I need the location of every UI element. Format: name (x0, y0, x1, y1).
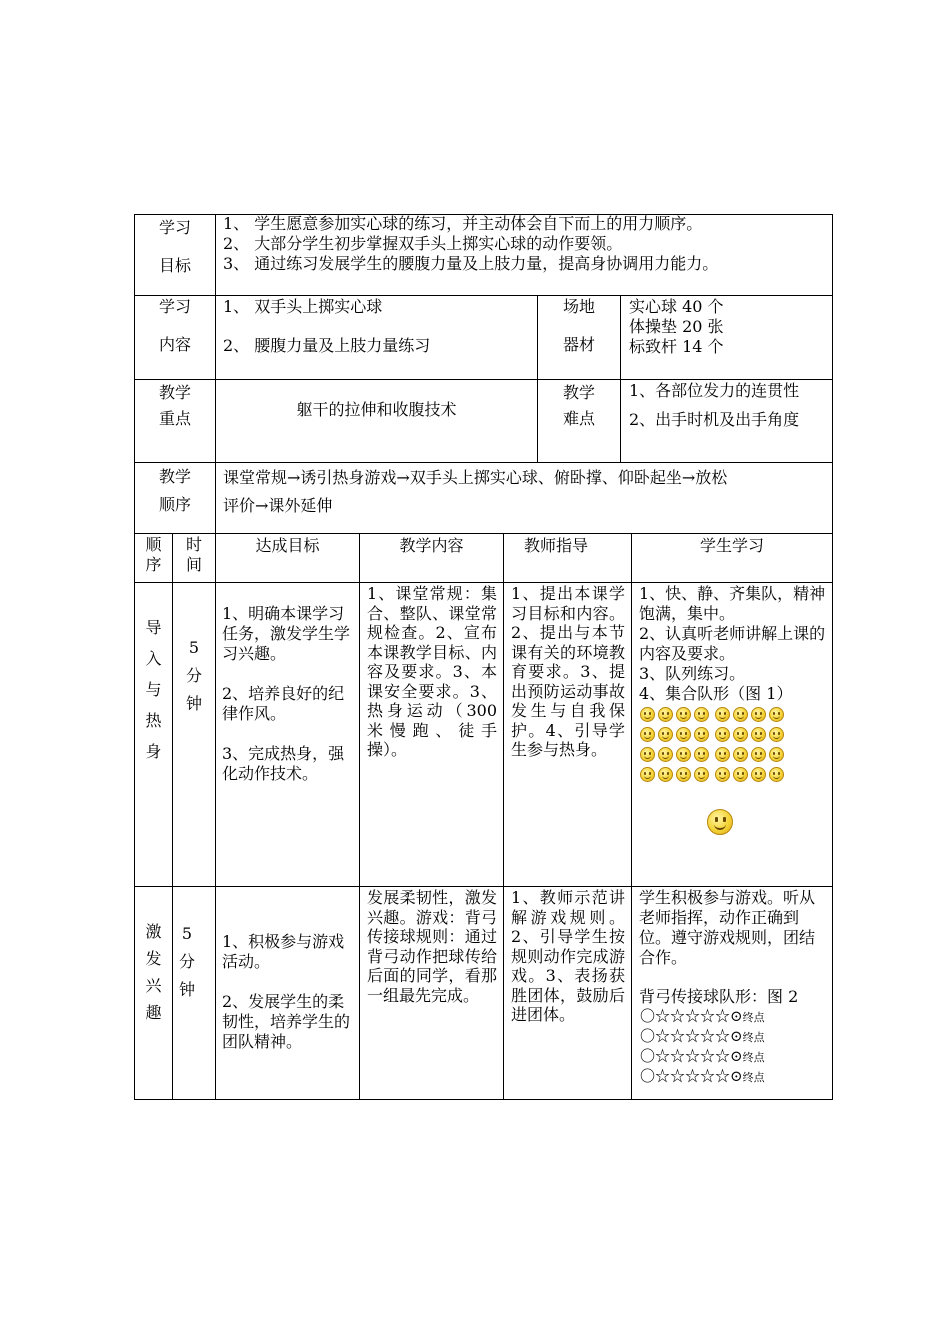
section2-time: 5 分 钟 (178, 924, 195, 999)
smiley-face-icon (751, 707, 766, 722)
goal-item: 2、 大部分学生初步掌握双手头上掷实心球的动作要领。 (223, 234, 623, 253)
col-divider (215, 214, 216, 534)
smiley-face-icon (676, 747, 691, 762)
row-divider (134, 886, 833, 887)
key-point: 躯干的拉伸和收腹技术 (296, 400, 457, 419)
content-item: 2、 腰腹力量及上肢力量练习 (223, 336, 431, 355)
finish-label: 终点 (742, 1051, 765, 1064)
formation-players: 〇☆☆☆☆☆⊙ (640, 1027, 743, 1045)
smiley-face-icon (769, 707, 784, 722)
smiley-face-icon (769, 727, 784, 742)
smiley-face-icon (751, 747, 766, 762)
smiley-face-icon (751, 727, 766, 742)
smiley-face-icon (676, 767, 691, 782)
col-header-time: 时 间 (185, 535, 202, 574)
smiley-face-icon (676, 727, 691, 742)
row-divider (134, 582, 833, 583)
difficulty-item: 1、各部位发力的连贯性 (629, 381, 800, 400)
order-label: 教学 顺序 (158, 467, 191, 514)
smiley-face-icon (640, 747, 655, 762)
smiley-face-icon (751, 767, 766, 782)
section1-student (639, 584, 827, 704)
equipment-item: 实心球 40 个 (629, 297, 724, 316)
smiley-face-icon (733, 747, 748, 762)
goal-item: 3、 通过练习发展学生的腰腹力量及上肢力量，提高身协调用力能力。 (223, 254, 719, 273)
goal-item: 1、 学生愿意参加实心球的练习，并主动体会自下而上的用力顺序。 (223, 214, 703, 233)
formation-row (640, 744, 828, 764)
col-header-seq: 顺 序 (145, 535, 162, 574)
finish-label: 终点 (742, 1071, 765, 1084)
formation-players: 〇☆☆☆☆☆⊙ (640, 1007, 743, 1025)
col-divider (359, 533, 360, 1100)
goal-item: 2、发展学生的柔韧性，培养学生的团队精神。 (222, 992, 351, 1051)
formation-figure-2 (640, 1007, 828, 1087)
col-header-content: 教学内容 (399, 536, 464, 555)
smiley-face-icon (769, 767, 784, 782)
section1-teacher: 1、提出本课学习目标和内容。2、提出与本节课有关的环境教育要求。3、提出预防运动事故发生与自我保护。4、引导学生参与热身。 (511, 584, 625, 759)
formation-players: 〇☆☆☆☆☆⊙ (640, 1047, 743, 1065)
difficulty-label: 教学 难点 (562, 383, 595, 428)
table-border-right (832, 214, 833, 1100)
smiley-face-icon (640, 707, 655, 722)
content-item: 1、 双手头上掷实心球 (223, 297, 383, 316)
smiley-face-icon (715, 747, 730, 762)
goals-list (223, 214, 829, 274)
row-divider (134, 533, 833, 534)
content-list (223, 297, 533, 356)
section1-content: 1、课堂常规：集合、整队、课堂常规检查。2、宣布本课教学目标、内容及要求。3、本课安全要求。3、 热身运动（300 米慢跑、徒手操）。 (367, 584, 497, 759)
col-divider (631, 533, 632, 1100)
smiley-face-icon (769, 747, 784, 762)
finish-label: 终点 (742, 1031, 765, 1044)
section1-seq: 导 入 与 热 身 (145, 618, 162, 761)
col-header-teacher: 教师指导 (523, 536, 588, 555)
smiley-face-icon (715, 707, 730, 722)
content-label: 学习 内容 (158, 297, 191, 354)
row-divider (134, 379, 833, 380)
smiley-face-icon (658, 727, 673, 742)
formation-row (640, 1067, 828, 1087)
smiley-face-icon (733, 767, 748, 782)
student-item: 2、认真听老师讲解上课的内容及要求。 (639, 624, 826, 663)
formation-figure-1 (640, 704, 828, 784)
equipment-item: 标致杆 14 个 (629, 337, 724, 356)
student-item: 4、集合队形（图 1） (639, 684, 793, 703)
order-text: 课堂常规→诱引热身游戏→双手头上掷实心球、俯卧撑、仰卧起坐→放松 评价→课外延伸 (223, 468, 728, 515)
smiley-face-icon (715, 767, 730, 782)
formation-row (640, 1027, 828, 1047)
goals-label: 学习 目标 (158, 218, 191, 275)
smiley-face-icon (640, 767, 655, 782)
smiley-face-icon (694, 747, 709, 762)
smiley-face-icon (694, 767, 709, 782)
smiley-face-icon (733, 707, 748, 722)
section2-seq: 激 发 兴 趣 (145, 922, 162, 1022)
student-item: 3、队列练习。 (639, 664, 746, 683)
section1-time: 5 分 钟 (185, 638, 202, 713)
key-label: 教学 重点 (158, 383, 191, 428)
teacher-position (707, 809, 737, 835)
smiley-face-icon (694, 727, 709, 742)
col-divider (215, 533, 216, 1100)
smiley-face-icon (694, 707, 709, 722)
section2-formation-caption: 背弓传接球队形：图 2 (639, 987, 799, 1006)
col-divider (620, 295, 621, 463)
finish-label: 终点 (742, 1011, 765, 1024)
goal-item: 1、积极参与游戏活动。 (222, 932, 345, 971)
smiley-face-icon (676, 707, 691, 722)
smiley-face-icon (733, 727, 748, 742)
row-divider (134, 295, 833, 296)
student-item: 1、快、静、齐集队，精神饱满，集中。 (639, 584, 826, 623)
difficulty-list (629, 381, 829, 430)
smiley-face-icon (658, 767, 673, 782)
formation-row (640, 724, 828, 744)
smiley-face-icon (715, 727, 730, 742)
col-divider (172, 533, 173, 1100)
section2-student: 学生积极参与游戏。听从老师指挥，动作正确到位。遵守游戏规则，团结合作。 (639, 888, 816, 967)
formation-players: 〇☆☆☆☆☆⊙ (640, 1067, 743, 1085)
equipment-label: 场地 器材 (562, 297, 595, 354)
table-border-bottom (134, 1099, 833, 1100)
section2-teacher: 1、教师示范讲解游戏规则。2、引导学生按规则动作完成游戏。3、表扬获胜团体，鼓励后进团体。 (511, 888, 625, 1024)
formation-row (640, 1007, 828, 1027)
col-header-goal: 达成目标 (255, 536, 320, 555)
equipment-item: 体操垫 20 张 (629, 317, 724, 336)
goal-item: 3、完成热身，强化动作技术。 (222, 744, 345, 783)
section1-goals (222, 604, 354, 784)
section2-content: 发展柔韧性，激发兴趣。游戏：背弓传接球规则：通过背弓动作把球传给后面的同学，看那一组最先完成。 (367, 888, 497, 1005)
goal-item: 2、培养良好的纪律作风。 (222, 684, 345, 723)
goal-item: 1、明确本课学习任务，激发学生学习兴趣。 (222, 604, 351, 663)
col-header-student: 学生学习 (699, 536, 764, 555)
difficulty-item: 2、出手时机及出手角度 (629, 410, 800, 429)
smiley-face-icon (658, 747, 673, 762)
formation-row (640, 1047, 828, 1067)
formation-row (640, 764, 828, 784)
formation-row (640, 704, 828, 724)
section2-goals (222, 932, 354, 1052)
equipment-list (629, 297, 829, 357)
smiley-face-icon (707, 809, 733, 835)
smiley-face-icon (658, 707, 673, 722)
row-divider (134, 462, 833, 463)
col-divider (503, 533, 504, 1100)
smiley-face-icon (640, 727, 655, 742)
